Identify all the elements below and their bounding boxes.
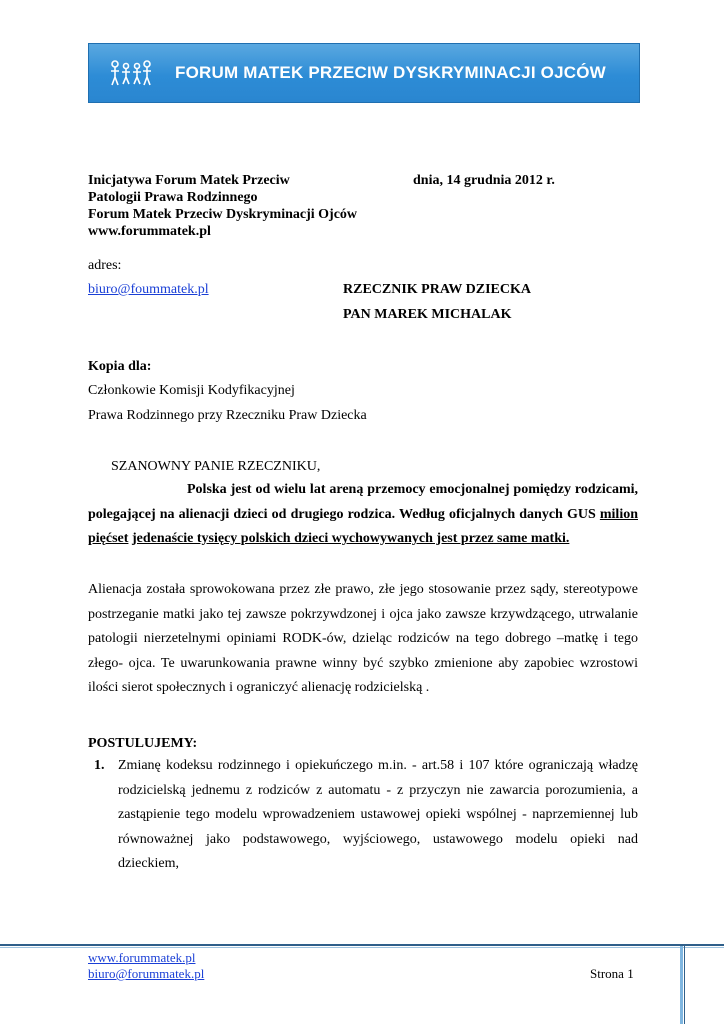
postulates-heading: POSTULUJEMY: — [88, 736, 198, 751]
recipient-name: PAN MAREK MICHALAK — [343, 307, 512, 322]
footer-divider-accent — [0, 947, 724, 948]
intro-paragraph — [88, 478, 638, 552]
copy-label: Kopia dla: — [88, 359, 152, 374]
address-email-link[interactable]: biuro@foummatek.pl — [88, 282, 209, 297]
footer-divider — [0, 944, 724, 946]
sender-line-1: Inicjatywa Forum Matek Przeciw — [88, 173, 290, 188]
footer-side-bar — [680, 946, 683, 1024]
recipient-title: RZECZNIK PRAW DZIECKA — [343, 282, 531, 297]
salutation: SZANOWNY PANIE RZECZNIKU, — [111, 459, 321, 474]
postulate-text: Zmianę kodeksu rodzinnego i opiekuńczego m.in. - art.58 i 107 które ograniczają władzę rodzicielską jednemu z rodziców z automatu - z przyczyn nie zawarcia porozumienia, a zastąpienie tego modelu wprowadzeniem ustawowej opieki wspólnej - naprzemiennej lub równoważnej jako podstawowego, wyjściowego, ustawowego modelu opieki nad dzieckiem, — [118, 758, 638, 871]
footer-email-link[interactable]: biuro@forummatek.pl — [88, 966, 205, 981]
copy-line-1: Członkowie Komisji Kodyfikacyjnej — [88, 383, 295, 398]
page-number: Strona 1 — [590, 966, 634, 981]
footer-side-bar-accent — [684, 946, 685, 1024]
banner-title: FORUM MATEK PRZECIW DYSKRYMINACJI OJCÓW — [175, 63, 606, 82]
copy-line-2: Prawa Rodzinnego przy Rzeczniku Praw Dziecka — [88, 408, 367, 423]
letter-date: dnia, 14 grudnia 2012 r. — [413, 173, 555, 188]
body-paragraph: Alienacja została sprowokowana przez złe prawo, złe jego stosowanie przez sądy, stereotypowe postrzeganie matki jako tej zawsze pokrzywdzonej i ojca jako zawsze krzywdzącego, utrwalanie patologii nierzetelnymi opiniami RODK-ów, dzieląc rodziców na tego dobrego –matkę i tego złego- ojca. Te uwarunkowania prawne winny być szybko zmienione aby zapobiec wzrostowi ilości sierot społecznych i ograniczyć alienację rodzicielską . — [88, 582, 638, 695]
sender-website: www.forummatek.pl — [88, 224, 211, 239]
header-banner — [88, 43, 640, 103]
family-figures-icon — [109, 58, 153, 90]
footer-website-link[interactable]: www.forummatek.pl — [88, 950, 196, 965]
intro-emphasis-1: milion pięćset — [88, 506, 638, 546]
sender-line-2: Patologii Prawa Rodzinnego — [88, 190, 258, 205]
sender-line-3: Forum Matek Przeciw Dyskryminacji Ojców — [88, 207, 358, 222]
intro-text-1: Polska jest od wielu lat areną przemocy emocjonalnej pomiędzy rodzicami, polegającej na alienacji dzieci od drugiego rodzica. Według oficjalnych danych GUS — [88, 482, 638, 522]
address-label: adres: — [88, 258, 122, 273]
intro-emphasis-2: jedenaście tysięcy polskich dzieci wychowywanych jest przez same matki. — [131, 531, 570, 546]
postulate-number: 1. — [94, 758, 105, 773]
